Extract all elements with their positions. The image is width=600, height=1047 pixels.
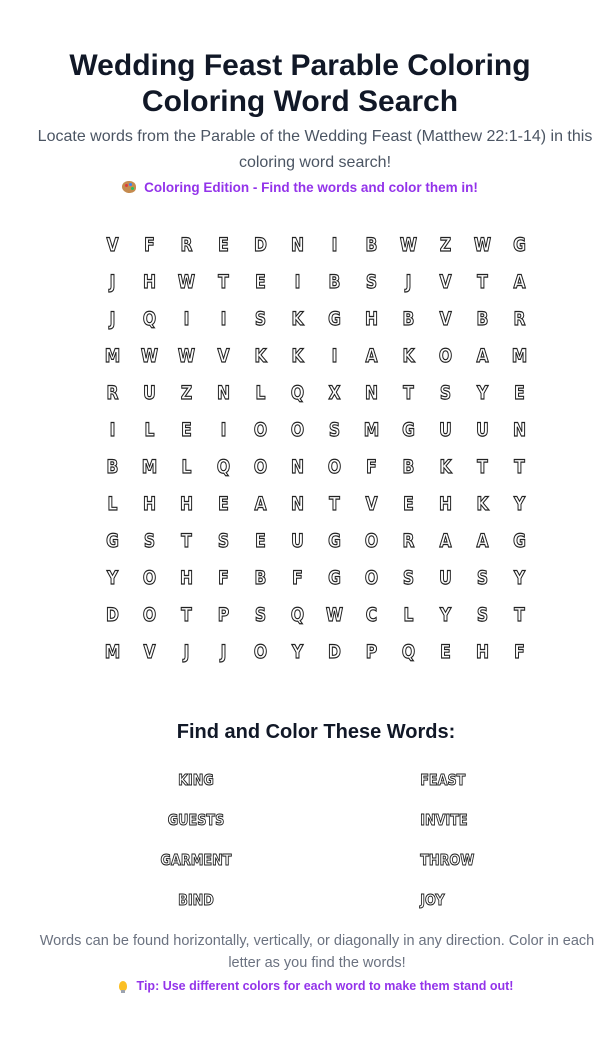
grid-cell[interactable]: K <box>476 492 489 515</box>
word-list-item: FEAST <box>420 771 466 789</box>
grid-cell[interactable]: N <box>290 233 305 256</box>
grid-cell[interactable]: S <box>365 270 378 293</box>
grid-cell[interactable]: E <box>218 492 229 515</box>
grid-cell[interactable]: K <box>439 455 452 478</box>
page-title: Wedding Feast Parable Coloring Coloring Word Search <box>69 49 531 118</box>
grid-cell[interactable]: I <box>220 418 227 441</box>
grid-cell[interactable]: W <box>140 344 159 367</box>
grid-cell[interactable]: D <box>106 603 119 626</box>
grid-cell[interactable]: E <box>218 233 229 256</box>
grid-cell[interactable]: K <box>402 344 415 367</box>
grid-cell[interactable]: H <box>142 270 157 293</box>
grid-cell[interactable]: J <box>183 640 190 663</box>
grid-cell[interactable]: I <box>220 307 227 330</box>
grid-cell[interactable]: O <box>142 603 157 626</box>
grid-cell[interactable]: H <box>364 307 379 330</box>
grid-cell[interactable]: S <box>254 307 267 330</box>
grid-cell[interactable]: U <box>291 529 304 552</box>
word-list <box>0 760 600 920</box>
word-list-item: GARMENT <box>160 851 232 869</box>
grid-cell[interactable]: N <box>364 381 379 404</box>
grid-cell[interactable]: H <box>142 492 157 515</box>
grid-cell[interactable]: S <box>476 603 489 626</box>
grid-cell[interactable]: Q <box>290 381 305 404</box>
grid-cell[interactable]: W <box>325 603 344 626</box>
grid-cell[interactable]: Y <box>106 566 119 589</box>
grid-cell[interactable]: O <box>253 640 268 663</box>
palette-icon <box>122 181 136 193</box>
grid-cell[interactable]: M <box>511 344 528 367</box>
grid-cell[interactable]: Q <box>401 640 416 663</box>
grid-cell[interactable]: H <box>475 640 490 663</box>
grid-cell[interactable]: R <box>402 529 415 552</box>
grid-cell[interactable]: E <box>255 270 266 293</box>
grid-cell[interactable]: R <box>106 381 119 404</box>
word-list-heading: Find and Color These Words: <box>176 721 456 743</box>
grid-cell[interactable]: I <box>109 418 116 441</box>
tip-text: Tip: Use different colors for each word to make them stand out! <box>136 979 514 993</box>
grid-cell[interactable]: T <box>514 455 525 478</box>
grid-cell[interactable]: H <box>179 492 194 515</box>
grid-cell[interactable]: B <box>402 307 415 330</box>
word-list-item: KING <box>178 771 214 789</box>
grid-cell[interactable]: Y <box>291 640 304 663</box>
grid-cell[interactable]: Z <box>180 381 193 404</box>
grid-cell[interactable]: M <box>141 455 158 478</box>
grid-cell[interactable]: B <box>106 455 119 478</box>
grid-cell[interactable]: J <box>405 270 412 293</box>
grid-cell[interactable]: F <box>218 566 229 589</box>
grid-cell[interactable]: J <box>220 640 227 663</box>
grid-cell[interactable]: M <box>104 640 121 663</box>
edition-banner <box>0 178 600 198</box>
grid-cell[interactable]: E <box>403 492 414 515</box>
grid-cell[interactable]: G <box>402 418 415 441</box>
grid-cell[interactable]: I <box>294 270 301 293</box>
grid-cell[interactable]: Y <box>439 603 452 626</box>
grid-cell[interactable]: W <box>473 233 492 256</box>
grid-cell[interactable]: E <box>514 381 525 404</box>
grid-cell[interactable]: O <box>142 566 157 589</box>
grid-cell[interactable]: N <box>512 418 527 441</box>
word-list-item: THROW <box>420 851 475 869</box>
grid-cell[interactable]: U <box>439 566 452 589</box>
grid-cell[interactable]: D <box>254 233 267 256</box>
grid-cell[interactable]: F <box>514 640 525 663</box>
grid-cell[interactable]: P <box>365 640 378 663</box>
grid-cell[interactable]: A <box>254 492 267 515</box>
grid-cell[interactable]: E <box>440 640 451 663</box>
grid-cell[interactable]: V <box>143 640 156 663</box>
grid-cell[interactable]: T <box>514 603 525 626</box>
grid-cell[interactable]: Y <box>476 381 489 404</box>
grid-cell[interactable]: G <box>328 529 341 552</box>
letter-grid[interactable] <box>94 226 538 670</box>
grid-cell[interactable]: V <box>439 307 452 330</box>
grid-cell[interactable]: J <box>109 270 116 293</box>
grid-cell[interactable]: I <box>331 344 338 367</box>
grid-cell[interactable]: L <box>255 381 266 404</box>
grid-cell[interactable]: L <box>181 455 192 478</box>
grid-cell[interactable]: A <box>513 270 526 293</box>
grid-cell[interactable]: U <box>476 418 489 441</box>
grid-cell[interactable]: T <box>181 603 192 626</box>
grid-cell[interactable]: Y <box>513 492 526 515</box>
grid-cell[interactable]: H <box>179 566 194 589</box>
grid-cell[interactable]: A <box>476 344 489 367</box>
grid-cell[interactable]: P <box>217 603 230 626</box>
grid-cell[interactable]: S <box>328 418 341 441</box>
grid-cell[interactable]: L <box>107 492 118 515</box>
grid-cell[interactable]: B <box>476 307 489 330</box>
grid-cell[interactable]: S <box>476 566 489 589</box>
grid-cell[interactable]: Y <box>513 566 526 589</box>
grid-cell[interactable]: N <box>290 492 305 515</box>
grid-cell[interactable]: U <box>439 418 452 441</box>
grid-cell[interactable]: R <box>180 233 193 256</box>
word-list-item: INVITE <box>420 811 468 829</box>
grid-cell[interactable]: F <box>292 566 303 589</box>
grid-cell[interactable]: B <box>365 233 378 256</box>
grid-cell[interactable]: O <box>364 529 379 552</box>
grid-cell[interactable]: D <box>328 640 341 663</box>
grid-cell[interactable]: S <box>143 529 156 552</box>
grid-cell[interactable]: T <box>218 270 229 293</box>
grid-cell[interactable]: V <box>217 344 230 367</box>
grid-cell[interactable]: A <box>365 344 378 367</box>
grid-cell[interactable]: B <box>254 566 267 589</box>
grid-cell[interactable]: J <box>109 307 116 330</box>
grid-cell[interactable]: T <box>329 492 340 515</box>
grid-cell[interactable]: I <box>331 233 338 256</box>
grid-cell[interactable]: B <box>328 270 341 293</box>
grid-cell[interactable]: L <box>144 418 155 441</box>
grid-cell[interactable]: G <box>328 566 341 589</box>
grid-cell[interactable]: W <box>399 233 418 256</box>
grid-cell[interactable]: G <box>513 233 526 256</box>
word-list-item: JOY <box>420 891 445 909</box>
lightbulb-icon <box>119 981 127 991</box>
grid-cell[interactable]: Q <box>142 307 157 330</box>
instructions-text: Words can be found horizontally, vertically, or diagonally in any direction. Color in each letter as you find the words! <box>39 933 595 971</box>
grid-cell[interactable]: O <box>327 455 342 478</box>
grid-cell[interactable]: V <box>365 492 378 515</box>
grid-cell[interactable]: E <box>181 418 192 441</box>
page-subtitle: Locate words from the Parable of the Wedding Feast (Matthew 22:1-14) in this coloring word search! <box>37 128 593 171</box>
grid-cell[interactable]: O <box>253 418 268 441</box>
grid-cell[interactable]: L <box>403 603 414 626</box>
grid-cell[interactable]: G <box>513 529 526 552</box>
grid-cell[interactable]: T <box>477 270 488 293</box>
grid-cell[interactable]: M <box>363 418 380 441</box>
grid-cell[interactable]: R <box>513 307 526 330</box>
grid-cell[interactable]: T <box>181 529 192 552</box>
grid-cell[interactable]: O <box>364 566 379 589</box>
grid-cell[interactable]: W <box>177 344 196 367</box>
grid-cell[interactable]: O <box>290 418 305 441</box>
word-list-item: GUESTS <box>167 811 225 829</box>
grid-cell[interactable]: Z <box>439 233 452 256</box>
grid-cell[interactable]: N <box>216 381 231 404</box>
grid-cell[interactable]: M <box>104 344 121 367</box>
grid-cell[interactable]: S <box>217 529 230 552</box>
word-list-item: BIND <box>178 891 214 909</box>
tip-banner <box>0 976 600 996</box>
grid-cell[interactable]: I <box>183 307 190 330</box>
grid-cell[interactable]: N <box>290 455 305 478</box>
grid-cell[interactable]: V <box>106 233 119 256</box>
grid-cell[interactable]: O <box>253 455 268 478</box>
grid-cell[interactable]: S <box>402 566 415 589</box>
grid-cell[interactable]: X <box>328 381 341 404</box>
grid-cell[interactable]: F <box>366 455 377 478</box>
grid-cell[interactable]: Q <box>290 603 305 626</box>
grid-cell[interactable]: O <box>438 344 453 367</box>
grid-cell[interactable]: G <box>106 529 119 552</box>
grid-cell[interactable]: S <box>254 603 267 626</box>
grid-cell[interactable]: H <box>438 492 453 515</box>
grid-cell[interactable]: T <box>403 381 414 404</box>
grid-cell[interactable]: S <box>439 381 452 404</box>
grid-cell[interactable]: V <box>439 270 452 293</box>
grid-cell[interactable]: A <box>439 529 452 552</box>
grid-cell[interactable]: B <box>402 455 415 478</box>
grid-cell[interactable]: U <box>143 381 156 404</box>
grid-cell[interactable]: Q <box>216 455 231 478</box>
grid-cell[interactable]: C <box>365 603 378 626</box>
edition-label: Coloring Edition - Find the words and color them in! <box>144 180 478 195</box>
grid-cell[interactable]: W <box>177 270 196 293</box>
grid-cell[interactable]: K <box>254 344 267 367</box>
grid-cell[interactable]: E <box>255 529 266 552</box>
grid-cell[interactable]: F <box>144 233 155 256</box>
grid-cell[interactable]: A <box>476 529 489 552</box>
grid-cell[interactable]: K <box>291 307 304 330</box>
grid-cell[interactable]: T <box>477 455 488 478</box>
grid-cell[interactable]: G <box>328 307 341 330</box>
grid-cell[interactable]: K <box>291 344 304 367</box>
